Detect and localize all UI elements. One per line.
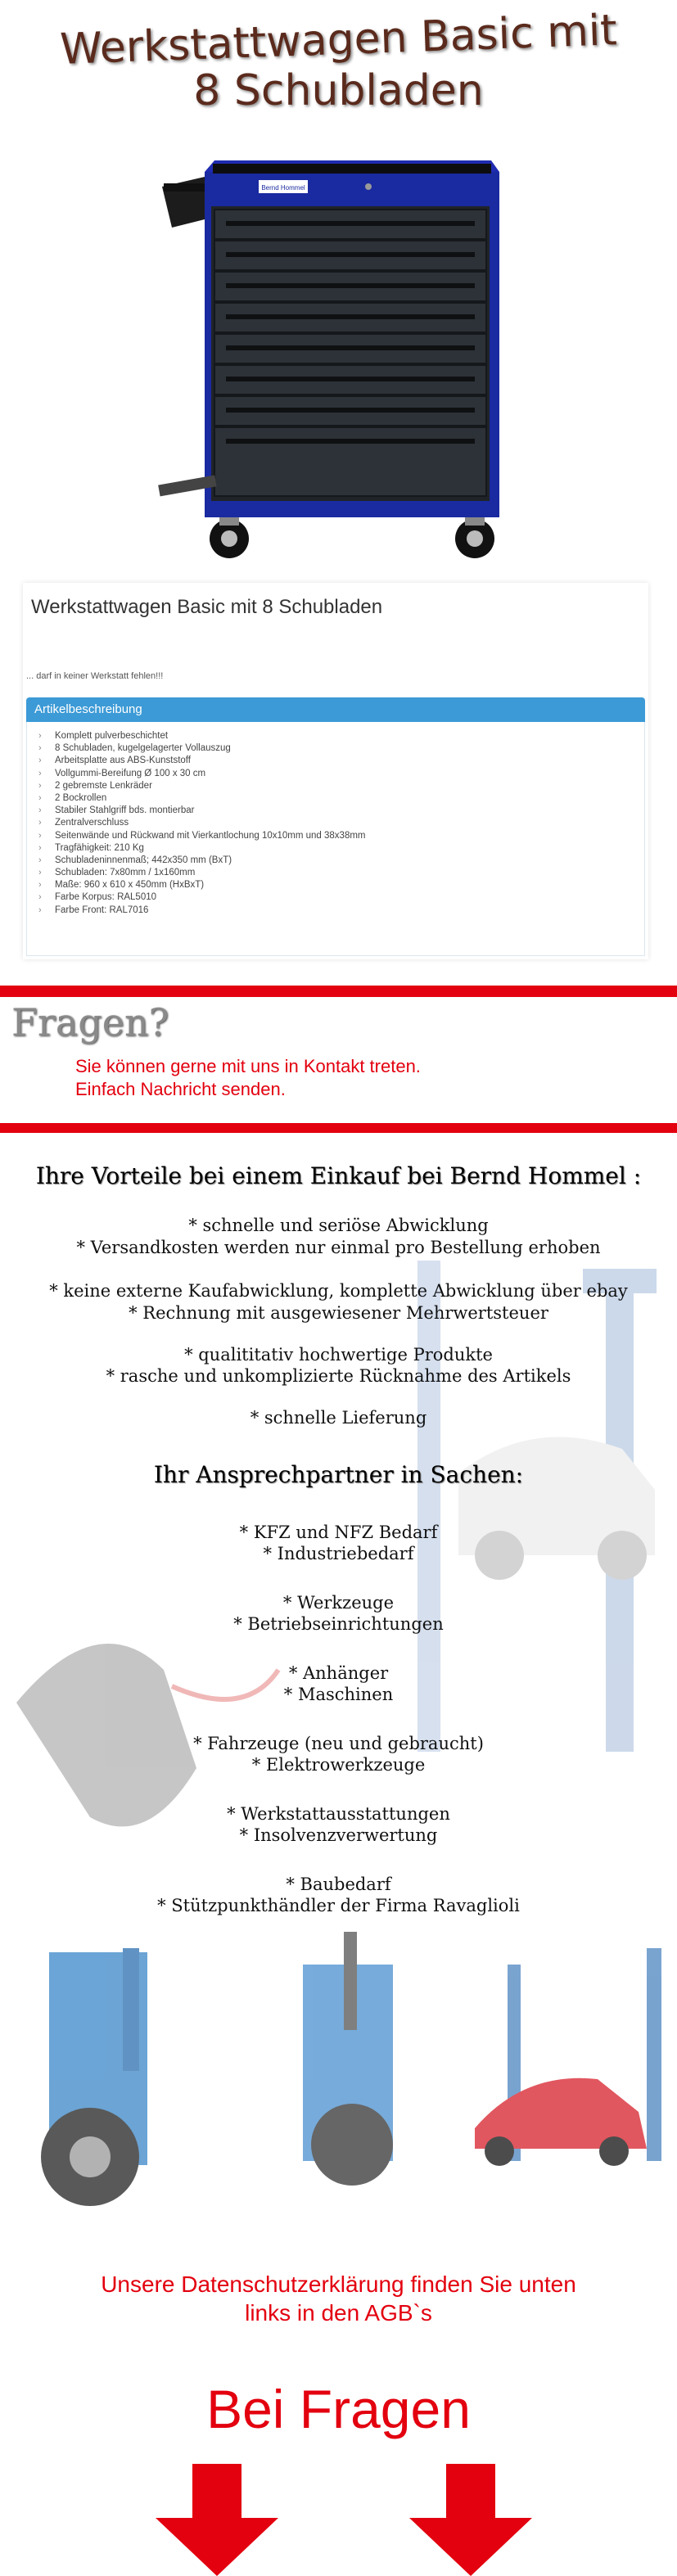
- feature-text: Arbeitsplatte aus ABS-Kunststoff: [55, 756, 191, 766]
- feature-item: [38, 879, 644, 891]
- feature-text: Farbe Front: RAL7016: [55, 905, 149, 915]
- feature-item: [38, 842, 644, 855]
- feature-text: Tragfähigkeit: 210 Kg: [55, 842, 144, 853]
- feature-text: Vollgummi-Bereifung Ø 100 x 30 cm: [55, 768, 206, 778]
- feature-item: [38, 755, 644, 767]
- advantage-item: * schnelle und seriöse Abwicklung: [188, 1216, 489, 1235]
- advantage-item: * rasche und unkomplizierte Rücknahme des Artikels: [106, 1366, 571, 1386]
- advantage-item: * Versandkosten werden nur einmal pro Bestellung erhoben: [76, 1238, 601, 1257]
- chevron-right-icon: ›: [38, 905, 42, 915]
- description-body: [26, 722, 645, 956]
- partner-item: * KFZ und NFZ Bedarf: [239, 1523, 438, 1542]
- chevron-right-icon: ›: [38, 756, 42, 766]
- chevron-right-icon: ›: [38, 792, 42, 803]
- page-title: [0, 6, 677, 116]
- chevron-right-icon: ›: [38, 842, 42, 853]
- feature-text: 2 Bockrollen: [55, 792, 107, 803]
- partner-item: * Werkzeuge: [282, 1593, 395, 1613]
- chevron-right-icon: ›: [38, 731, 42, 741]
- contact-line-1: Sie können gerne mit uns in Kontakt treten.: [75, 1056, 421, 1076]
- feature-text: Farbe Korpus: RAL5010: [55, 892, 157, 903]
- privacy-line-1: Unsere Datenschutzerklärung finden Sie unten: [101, 2271, 576, 2297]
- advantage-item: * schnelle Lieferung: [250, 1408, 427, 1428]
- privacy-line-2: links in den AGB`s: [245, 2300, 432, 2326]
- feature-item: [38, 742, 644, 755]
- feature-item: [38, 768, 644, 780]
- red-divider-top: [0, 986, 677, 997]
- contact-line-2: Einfach Nachricht senden.: [75, 1079, 286, 1099]
- feature-item: [38, 817, 644, 829]
- feature-item: [38, 830, 644, 842]
- partner-item: * Werkstattausstattungen: [227, 1804, 450, 1824]
- feature-item: [38, 905, 644, 917]
- chevron-right-icon: ›: [38, 892, 42, 903]
- chevron-right-icon: ›: [38, 743, 42, 754]
- feature-item: [38, 867, 644, 879]
- feature-text: 8 Schubladen, kugelgelagerter Vollauszug: [55, 743, 231, 754]
- partner-item: * Elektrowerkzeuge: [251, 1755, 426, 1775]
- description-header: Artikelbeschreibung: [26, 697, 645, 722]
- chevron-right-icon: ›: [38, 818, 42, 828]
- partner-item: * Betriebseinrichtungen: [233, 1614, 444, 1634]
- chevron-right-icon: ›: [38, 830, 42, 841]
- listing-title: Werkstattwagen Basic mit 8 Schubladen: [31, 596, 383, 618]
- chevron-right-icon: ›: [38, 780, 42, 791]
- feature-text: Schubladen: 7x80mm / 1x160mm: [55, 868, 196, 878]
- feature-text: Seitenwände und Rückwand mit Vierkantlochung 10x10mm und 38x38mm: [55, 830, 366, 841]
- feature-item: [38, 792, 644, 805]
- chevron-right-icon: ›: [38, 805, 42, 816]
- partner-item: * Anhänger: [288, 1663, 389, 1683]
- partner-item: * Industriebedarf: [263, 1544, 414, 1563]
- chevron-right-icon: ›: [38, 868, 42, 878]
- feature-item: [38, 780, 644, 792]
- partner-item: * Fahrzeuge (neu und gebraucht): [193, 1734, 484, 1753]
- advantage-item: * Rechnung mit ausgewiesener Mehrwertsteuer: [129, 1303, 548, 1323]
- feature-item: [38, 855, 644, 867]
- feature-text: Zentralverschluss: [55, 818, 129, 828]
- red-divider-bottom: [0, 1123, 677, 1133]
- brand-label: Bernd Hommel: [261, 184, 305, 192]
- listing-tagline: ... darf in keiner Werkstatt fehlen!!!: [26, 671, 164, 681]
- feature-text: Schubladeninnenmaß; 442x350 mm (BxT): [55, 855, 232, 865]
- partner-item: * Maschinen: [283, 1685, 394, 1704]
- partner-item: * Baubedarf: [286, 1874, 391, 1894]
- title-line-2: 8 Schubladen: [193, 66, 484, 115]
- chevron-right-icon: ›: [38, 768, 42, 778]
- arrow-down-icon: [156, 2464, 278, 2576]
- fragen-heading: Fragen?: [11, 1000, 169, 1044]
- partner-item: * Stützpunkthändler der Firma Ravaglioli: [157, 1896, 520, 1915]
- feature-list: [27, 722, 644, 917]
- bei-fragen-heading: Bei Fragen: [206, 2379, 471, 2439]
- feature-text: Komplett pulverbeschichtet: [55, 731, 169, 741]
- feature-text: 2 gebremste Lenkräder: [55, 780, 152, 791]
- advantage-item: * keine externe Kaufabwicklung, komplette Abwicklung über ebay: [49, 1281, 628, 1301]
- arrow-down-icon: [409, 2464, 532, 2576]
- advantages-heading: Ihre Vorteile bei einem Einkauf bei Bernd Hommel :: [35, 1162, 642, 1189]
- feature-item: [38, 730, 644, 742]
- listing-box: [23, 583, 648, 959]
- feature-text: Stabiler Stahlgriff bds. montierbar: [55, 805, 195, 816]
- chevron-right-icon: ›: [38, 855, 42, 865]
- feature-item: [38, 891, 644, 904]
- feature-item: [38, 805, 644, 817]
- feature-text: Maße: 960 x 610 x 450mm (HxBxT): [55, 880, 205, 891]
- chevron-right-icon: ›: [38, 880, 42, 891]
- partners-heading: Ihr Ansprechpartner in Sachen:: [153, 1461, 524, 1488]
- advantage-item: * qualititativ hochwertige Produkte: [184, 1345, 493, 1365]
- title-line-1: Werkstattwagen Basic mit: [59, 6, 618, 74]
- product-image-tool-cabinet: [147, 154, 532, 563]
- partner-item: * Insolvenzverwertung: [239, 1825, 438, 1845]
